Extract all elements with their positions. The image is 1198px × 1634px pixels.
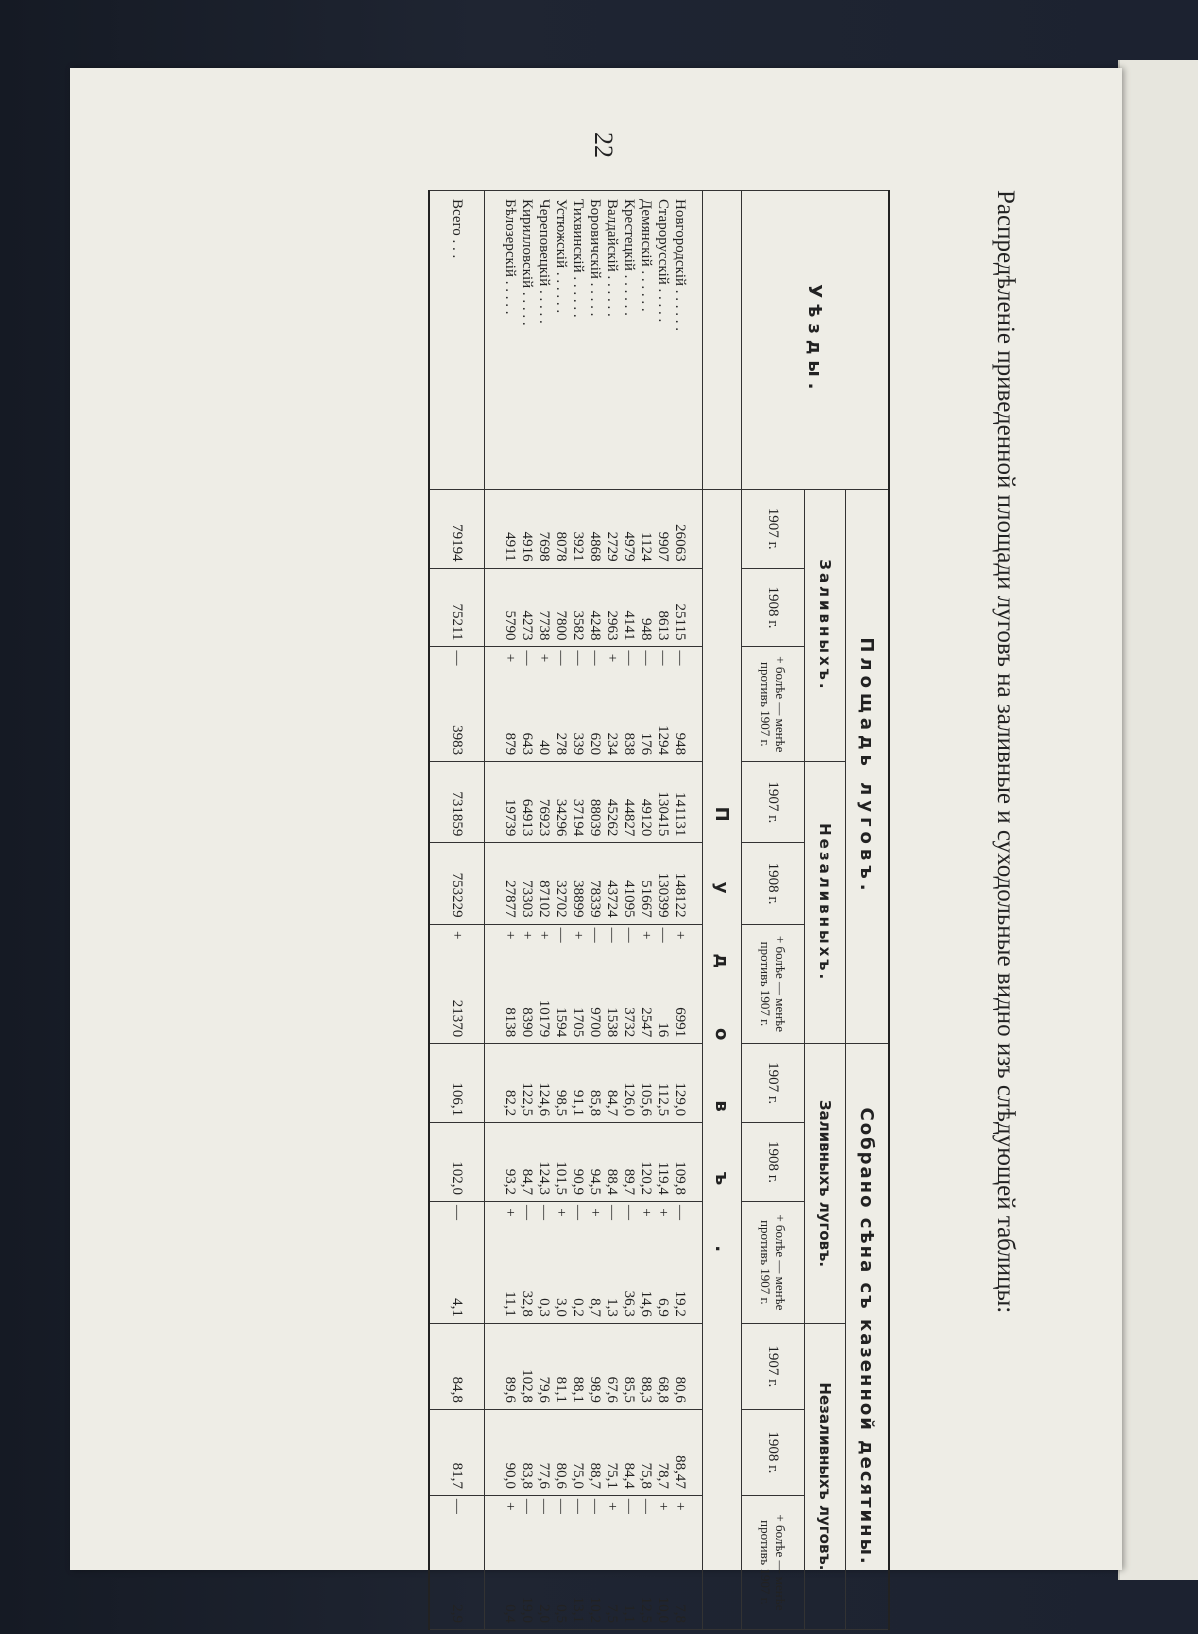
- value-cell: 2729: [603, 489, 620, 568]
- sign-cell: +: [518, 924, 535, 946]
- value-cell: 10,0: [654, 1517, 671, 1630]
- sign-cell: —: [637, 1495, 654, 1517]
- value-cell: 7,5: [603, 1517, 620, 1630]
- value-cell: 84,7: [518, 1123, 535, 1202]
- value-cell: 1,1: [620, 1517, 637, 1630]
- value-cell: 5790: [485, 568, 519, 647]
- value-cell: 105,6: [637, 1044, 654, 1123]
- value-cell: 85,8: [586, 1044, 603, 1123]
- table-row: [654, 191, 671, 1630]
- value-cell: 10,2: [586, 1517, 603, 1630]
- value-cell: 75,0: [569, 1409, 586, 1495]
- sign-cell: +: [429, 924, 485, 946]
- value-cell: 88,7: [586, 1409, 603, 1495]
- value-cell: 1294: [654, 668, 671, 761]
- header-year-1907: 1907 г.: [742, 1323, 805, 1409]
- header-year-1907: 1907 г.: [742, 489, 805, 568]
- value-cell: 44827: [620, 762, 637, 843]
- sign-cell: +: [535, 924, 552, 946]
- value-cell: 38899: [569, 843, 586, 924]
- meadow-table-wrapper: [200, 190, 890, 1630]
- header-pudov: Пудовъ.: [703, 489, 742, 1629]
- value-cell: 21370: [429, 946, 485, 1044]
- value-cell: 49120: [637, 762, 654, 843]
- value-cell: 129,0: [671, 1044, 703, 1123]
- value-cell: 32702: [552, 843, 569, 924]
- value-cell: 80,6: [671, 1323, 703, 1409]
- value-cell: 81,7: [429, 1409, 485, 1495]
- value-cell: 90,0: [485, 1409, 519, 1495]
- sign-cell: +: [485, 1495, 519, 1517]
- value-cell: 88,47: [671, 1409, 703, 1495]
- value-cell: 9907: [654, 489, 671, 568]
- sign-cell: —: [586, 1495, 603, 1517]
- value-cell: 838: [620, 668, 637, 761]
- header-area: Площадь луговъ.: [846, 489, 890, 1043]
- table-row: [535, 191, 552, 1630]
- value-cell: 130399: [654, 843, 671, 924]
- table-row: [518, 191, 535, 1630]
- uezd-name-cell: Старорусскій . . . . .: [654, 191, 671, 490]
- value-cell: 98,9: [586, 1323, 603, 1409]
- value-cell: 64913: [518, 762, 535, 843]
- table-row: [485, 191, 519, 1630]
- sign-cell: —: [429, 1201, 485, 1223]
- value-cell: 7738: [535, 568, 552, 647]
- value-cell: 278: [552, 668, 569, 761]
- sign-cell: —: [518, 1201, 535, 1223]
- sign-cell: +: [637, 924, 654, 946]
- value-cell: 82,2: [485, 1044, 519, 1123]
- value-cell: 90,9: [569, 1123, 586, 1202]
- value-cell: 51667: [637, 843, 654, 924]
- sign-cell: —: [620, 1495, 637, 1517]
- header-blank: [703, 191, 742, 490]
- value-cell: 112,5: [654, 1044, 671, 1123]
- header-year-1907: 1907 г.: [742, 762, 805, 843]
- value-cell: 7,8: [671, 1517, 703, 1630]
- sign-cell: —: [429, 1495, 485, 1517]
- value-cell: 40: [535, 668, 552, 761]
- sign-cell: —: [586, 924, 603, 946]
- sign-cell: —: [654, 924, 671, 946]
- value-cell: 130415: [654, 762, 671, 843]
- sign-cell: —: [654, 647, 671, 669]
- header-year-1908: 1908 г.: [742, 843, 805, 924]
- header-nonflooded: Незаливныхъ.: [805, 762, 846, 1044]
- sign-cell: —: [535, 1495, 552, 1517]
- sign-cell: —: [569, 647, 586, 669]
- value-cell: 102,0: [429, 1123, 485, 1202]
- value-cell: 106,1: [429, 1044, 485, 1123]
- value-cell: 2963: [603, 568, 620, 647]
- value-cell: 94,5: [586, 1123, 603, 1202]
- value-cell: 77,6: [535, 1409, 552, 1495]
- value-cell: 948: [671, 668, 703, 761]
- sign-cell: —: [569, 1201, 586, 1223]
- value-cell: 753229: [429, 843, 485, 924]
- sign-cell: +: [552, 1201, 569, 1223]
- value-cell: 78,7: [654, 1409, 671, 1495]
- value-cell: 7698: [535, 489, 552, 568]
- value-cell: 41095: [620, 843, 637, 924]
- value-cell: 4141: [620, 568, 637, 647]
- uezd-name-cell: Валдайскій . . . . . .: [603, 191, 620, 490]
- value-cell: 11,1: [485, 1223, 519, 1323]
- value-cell: 3983: [429, 668, 485, 761]
- header-year-1908: 1908 г.: [742, 1123, 805, 1202]
- value-cell: 83,8: [518, 1409, 535, 1495]
- sign-cell: —: [620, 924, 637, 946]
- table-row: [603, 191, 620, 1630]
- value-cell: 13,1: [569, 1517, 586, 1630]
- value-cell: 12,5: [637, 1517, 654, 1630]
- header-year-1908: 1908 г.: [742, 568, 805, 647]
- sign-cell: +: [671, 1495, 703, 1517]
- value-cell: 2,0: [535, 1517, 552, 1630]
- sign-cell: +: [603, 1495, 620, 1517]
- value-cell: 91,1: [569, 1044, 586, 1123]
- value-cell: 27877: [485, 843, 519, 924]
- value-cell: 339: [569, 668, 586, 761]
- value-cell: 4979: [620, 489, 637, 568]
- value-cell: 4273: [518, 568, 535, 647]
- header-year-1907: 1907 г.: [742, 1044, 805, 1123]
- sign-cell: —: [429, 647, 485, 669]
- value-cell: 16: [654, 946, 671, 1044]
- sign-cell: —: [586, 647, 603, 669]
- value-cell: 7800: [552, 568, 569, 647]
- value-cell: 126,0: [620, 1044, 637, 1123]
- value-cell: 81,1: [552, 1323, 569, 1409]
- value-cell: 0,3: [535, 1223, 552, 1323]
- sign-cell: —: [552, 924, 569, 946]
- intro-paragraph: Распредѣленіе приведенной площади луговъ на заливные и суходольные видно изъ слѣдующей таблицы:: [992, 190, 1019, 1314]
- value-cell: 8390: [518, 946, 535, 1044]
- table-row: [637, 191, 654, 1630]
- value-cell: 119,4: [654, 1123, 671, 1202]
- header-comparison: + болѣе — менѣе противъ 1907 г.: [742, 924, 805, 1044]
- value-cell: 643: [518, 668, 535, 761]
- value-cell: 98,5: [552, 1044, 569, 1123]
- uezd-name-cell: Боровичскій . . . . .: [586, 191, 603, 490]
- value-cell: 89,6: [485, 1323, 519, 1409]
- value-cell: 32,8: [518, 1223, 535, 1323]
- table-row: [569, 191, 586, 1630]
- uezd-name-cell: Демянскій . . . . . .: [637, 191, 654, 490]
- header-uezdy: Уѣзды.: [742, 191, 890, 490]
- value-cell: 88,4: [603, 1123, 620, 1202]
- value-cell: 75211: [429, 568, 485, 647]
- sign-cell: +: [671, 924, 703, 946]
- value-cell: 84,4: [620, 1409, 637, 1495]
- value-cell: 0,4: [485, 1517, 519, 1630]
- sign-cell: +: [485, 647, 519, 669]
- value-cell: 26063: [671, 489, 703, 568]
- value-cell: 8,7: [586, 1223, 603, 1323]
- sign-cell: —: [569, 1495, 586, 1517]
- value-cell: 122,5: [518, 1044, 535, 1123]
- value-cell: 731859: [429, 762, 485, 843]
- uezd-name-cell: Устюжскій . . . . . .: [552, 191, 569, 490]
- sign-cell: +: [485, 924, 519, 946]
- table-total-row: [429, 191, 485, 1630]
- value-cell: 89,7: [620, 1123, 637, 1202]
- table-row: [586, 191, 603, 1630]
- sign-cell: +: [535, 647, 552, 669]
- value-cell: 879: [485, 668, 519, 761]
- value-cell: 1594: [552, 946, 569, 1044]
- uezd-name-cell: Всего . . .: [429, 191, 485, 490]
- sign-cell: +: [654, 1495, 671, 1517]
- sign-cell: —: [671, 1201, 703, 1223]
- value-cell: 1538: [603, 946, 620, 1044]
- header-comparison: + болѣе — менѣе противъ 1907 г.: [742, 1201, 805, 1323]
- sign-cell: +: [603, 647, 620, 669]
- value-cell: 9700: [586, 946, 603, 1044]
- header-comparison: + болѣе — менѣе противъ 1907 г.: [742, 1495, 805, 1629]
- value-cell: 2547: [637, 946, 654, 1044]
- uezd-name-cell: Новгородскій . . . . . .: [671, 191, 703, 490]
- value-cell: 75,1: [603, 1409, 620, 1495]
- value-cell: 78339: [586, 843, 603, 924]
- sign-cell: —: [637, 647, 654, 669]
- value-cell: 67,6: [603, 1323, 620, 1409]
- sign-cell: —: [603, 924, 620, 946]
- value-cell: 3582: [569, 568, 586, 647]
- meadow-table: [428, 190, 890, 1630]
- value-cell: 87102: [535, 843, 552, 924]
- value-cell: 109,8: [671, 1123, 703, 1202]
- value-cell: 102,8: [518, 1323, 535, 1409]
- value-cell: 948: [637, 568, 654, 647]
- page-number-rotated: 22: [589, 132, 618, 158]
- header-hay-flooded: Заливныхъ луговъ.: [805, 1044, 846, 1324]
- value-cell: 8138: [485, 946, 519, 1044]
- sign-cell: +: [654, 1201, 671, 1223]
- value-cell: 1705: [569, 946, 586, 1044]
- value-cell: 4,1: [429, 1223, 485, 1323]
- header-comparison: + болѣе — менѣе противъ 1907 г.: [742, 647, 805, 762]
- value-cell: 0,5: [552, 1517, 569, 1630]
- table-row: [671, 191, 703, 1630]
- value-cell: 3,0: [552, 1223, 569, 1323]
- value-cell: 80,6: [552, 1409, 569, 1495]
- value-cell: 3921: [569, 489, 586, 568]
- value-cell: 88,1: [569, 1323, 586, 1409]
- value-cell: 6,9: [654, 1223, 671, 1323]
- value-cell: 88,3: [637, 1323, 654, 1409]
- value-cell: 45262: [603, 762, 620, 843]
- value-cell: 79194: [429, 489, 485, 568]
- sign-cell: —: [552, 1495, 569, 1517]
- value-cell: 8613: [654, 568, 671, 647]
- value-cell: 68,8: [654, 1323, 671, 1409]
- value-cell: 1124: [637, 489, 654, 568]
- value-cell: 120,2: [637, 1123, 654, 1202]
- value-cell: 4916: [518, 489, 535, 568]
- table-row: [620, 191, 637, 1630]
- value-cell: 148122: [671, 843, 703, 924]
- value-cell: 6991: [671, 946, 703, 1044]
- sign-cell: —: [518, 1495, 535, 1517]
- value-cell: 88039: [586, 762, 603, 843]
- sign-cell: +: [569, 924, 586, 946]
- uezd-name-cell: Череповецкій . . . . .: [535, 191, 552, 490]
- table-row: [552, 191, 569, 1630]
- value-cell: 43724: [603, 843, 620, 924]
- value-cell: 176: [637, 668, 654, 761]
- value-cell: 4248: [586, 568, 603, 647]
- header-hay: Собрано сѣна съ казенной десятины.: [846, 1044, 890, 1630]
- uezd-name-cell: Кирилловскій . . . . .: [518, 191, 535, 490]
- header-flooded: Заливныхъ.: [805, 489, 846, 761]
- sign-cell: —: [620, 1201, 637, 1223]
- sign-cell: —: [620, 647, 637, 669]
- adjacent-page-edge: [1118, 60, 1198, 1580]
- sign-cell: —: [552, 647, 569, 669]
- value-cell: 84,7: [603, 1044, 620, 1123]
- value-cell: 234: [603, 668, 620, 761]
- value-cell: 124,3: [535, 1123, 552, 1202]
- rotated-page-content: [210, 190, 1040, 1630]
- value-cell: 0,2: [569, 1223, 586, 1323]
- value-cell: 19,0: [518, 1517, 535, 1630]
- uezd-name-cell: Бѣлозерскій . . . . .: [485, 191, 519, 490]
- value-cell: 76923: [535, 762, 552, 843]
- table-body: [429, 191, 703, 1630]
- value-cell: 8078: [552, 489, 569, 568]
- value-cell: 101,5: [552, 1123, 569, 1202]
- value-cell: 4868: [586, 489, 603, 568]
- value-cell: 141131: [671, 762, 703, 843]
- sign-cell: +: [637, 1201, 654, 1223]
- sign-cell: +: [586, 1201, 603, 1223]
- sign-cell: —: [518, 647, 535, 669]
- value-cell: 3732: [620, 946, 637, 1044]
- value-cell: 93,2: [485, 1123, 519, 1202]
- value-cell: 2,9: [429, 1517, 485, 1630]
- sign-cell: —: [535, 1201, 552, 1223]
- value-cell: 14,6: [637, 1223, 654, 1323]
- header-year-1908: 1908 г.: [742, 1409, 805, 1495]
- value-cell: 79,6: [535, 1323, 552, 1409]
- value-cell: 37194: [569, 762, 586, 843]
- value-cell: 124,6: [535, 1044, 552, 1123]
- value-cell: 73303: [518, 843, 535, 924]
- value-cell: 4911: [485, 489, 519, 568]
- value-cell: 36,3: [620, 1223, 637, 1323]
- header-hay-nonflooded: Незаливныхъ луговъ.: [805, 1323, 846, 1629]
- value-cell: 34296: [552, 762, 569, 843]
- sign-cell: —: [671, 647, 703, 669]
- uezd-name-cell: Крестецкій . . . . . .: [620, 191, 637, 490]
- value-cell: 84,8: [429, 1323, 485, 1409]
- sign-cell: +: [485, 1201, 519, 1223]
- value-cell: 19739: [485, 762, 519, 843]
- value-cell: 19,2: [671, 1223, 703, 1323]
- value-cell: 10179: [535, 946, 552, 1044]
- value-cell: 75,8: [637, 1409, 654, 1495]
- uezd-name-cell: Тихвинскій . . . . . .: [569, 191, 586, 490]
- value-cell: 85,5: [620, 1323, 637, 1409]
- value-cell: 25115: [671, 568, 703, 647]
- sign-cell: —: [603, 1201, 620, 1223]
- value-cell: 1,3: [603, 1223, 620, 1323]
- value-cell: 620: [586, 668, 603, 761]
